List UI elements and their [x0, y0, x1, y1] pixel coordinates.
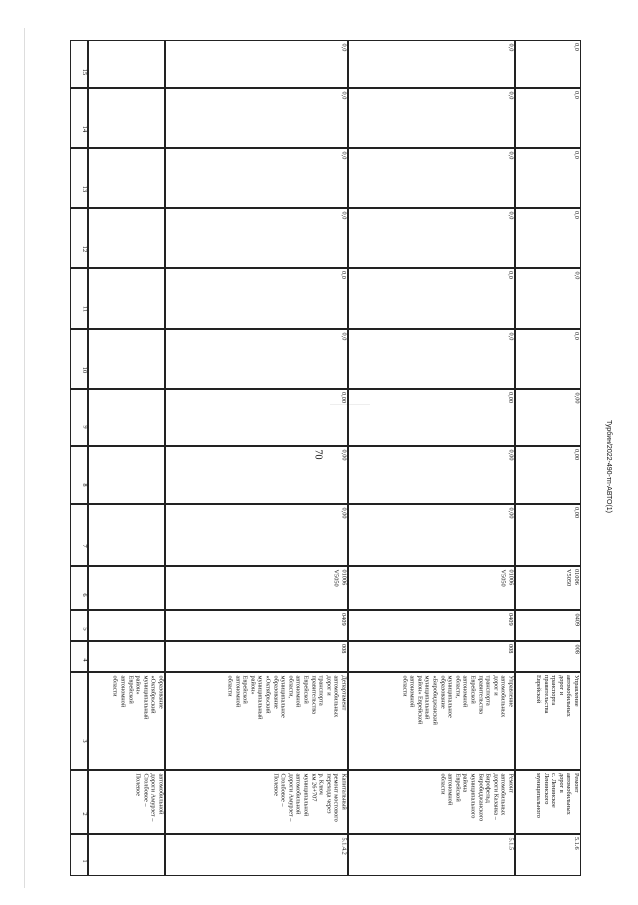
row-5-1-4-2-col-9-text: 0,00 — [340, 392, 347, 404]
row-5-1-6-col-14-text: 0,0 — [573, 91, 580, 99]
header-col-4 — [70, 641, 88, 672]
row-5-1-5-col-2-text: Ремонт автомобильных дороги Казанка – Бирофельд Биробиджанского муниципального района Еврейской автономной области — [438, 773, 514, 821]
row-cont-col-11-text — [88, 269, 165, 330]
row-5-1-5-col-13 — [348, 148, 515, 208]
row-5-1-6-col-14 — [515, 88, 581, 148]
row-5-1-6-col-5-text: 0409 — [573, 613, 580, 626]
row-5-1-5-col-3-text: Управление автомобильных дорог и транспорта правительства Еврейской автономной области, муниципальное образование «Биробиджанский муниципальный район» Еврейской автономной области — [400, 675, 514, 725]
header-col-12-text: 12 — [81, 245, 88, 252]
row-cont-col-9 — [88, 389, 165, 446]
row-5-1-4-2-col-3 — [165, 672, 348, 770]
row-5-1-5-col-1-text: 5.1.5 — [507, 837, 514, 850]
row-5-1-6-col-11 — [515, 268, 581, 329]
row-5-1-4-2-col-13 — [165, 148, 348, 208]
row-5-1-4-2-col-2-text: Капитальный ремонт мостового перехода через р. Ключ км 26+707 муниципальной автомобильной дороги Амурзет – Столбовое – Полевое — [271, 773, 347, 822]
row-5-1-4-2-col-7-text: 0,00 — [340, 507, 347, 519]
row-5-1-5-col-13-text: 0,0 — [507, 151, 514, 159]
row-cont-col-10 — [88, 329, 165, 389]
row-5-1-4-2-col-12 — [165, 208, 348, 268]
header-col-3 — [70, 672, 88, 770]
row-5-1-6-col-7 — [515, 504, 581, 566]
row-5-1-5-col-9 — [348, 389, 515, 446]
header-col-6-text: 6 — [81, 592, 88, 597]
row-5-1-4-2-col-8 — [165, 446, 348, 504]
row-cont-col-12-text — [88, 209, 165, 269]
row-5-1-6-col-1-text: 5.1.6 — [573, 837, 580, 850]
row-5-1-4-2-col-2 — [165, 770, 348, 834]
row-5-1-6-col-4-text: 008 — [573, 644, 580, 654]
row-5-1-5-col-10-text: 0,0 — [507, 332, 514, 340]
row-5-1-6-col-7-text: 0,00 — [573, 507, 580, 519]
row-cont-col-2-text: автомобильной дороги Амурзет – Столбовое – Полевое — [134, 773, 164, 821]
row-5-1-6-col-12 — [515, 208, 581, 268]
row-cont-col-12 — [88, 208, 165, 268]
row-5-1-4-2-col-5-text: 0409 — [340, 613, 347, 626]
row-5-1-4-2-col-6-text: 01006 V5050 — [332, 569, 347, 587]
row-5-1-6-col-2-text: Ремонт автомобильных дорог в с. Ленинское Ленинского муниципального — [535, 773, 580, 818]
row-5-1-6-col-15 — [515, 40, 581, 88]
row-cont-col-13 — [88, 148, 165, 208]
row-5-1-5-col-7-text: 0,00 — [507, 507, 514, 519]
row-cont-col-7-text — [88, 505, 165, 567]
row-5-1-5-col-10 — [348, 329, 515, 389]
row-5-1-4-2-col-10-text: 0,0 — [340, 332, 347, 340]
header-col-2-text: 2 — [81, 811, 88, 816]
row-5-1-5-col-6 — [348, 566, 515, 610]
row-5-1-6-col-6 — [515, 566, 581, 610]
row-cont-col-14 — [88, 88, 165, 148]
row-5-1-4-2-col-15 — [165, 40, 348, 88]
row-5-1-6-col-8 — [515, 446, 581, 504]
row-cont-col-14-text — [88, 89, 165, 149]
header-col-14-text: 14 — [81, 125, 88, 132]
row-5-1-4-2-col-3-text: Департамент автомобильных дорог и транспорта правительства Еврейской автономной области, муниципальное образование «Октябрьский муниципальный район» Еврейской автономной области — [226, 675, 347, 719]
row-5-1-5-col-5-text: 0409 — [507, 613, 514, 626]
row-5-1-4-2-col-13-text: 0,0 — [340, 151, 347, 159]
row-cont-col-3 — [88, 672, 165, 770]
row-5-1-6-col-3-text: Управление автомобильных дорог и транспорта правительства Еврейской — [535, 675, 580, 717]
page-number-text: 70 — [312, 449, 324, 459]
header-col-7-text: 7 — [81, 544, 88, 548]
row-5-1-4-2-col-9 — [165, 389, 348, 446]
row-5-1-6-col-9-text: 0,00 — [573, 392, 580, 404]
row-5-1-6-col-10-text: 0,0 — [573, 332, 580, 340]
row-5-1-6-col-13 — [515, 148, 581, 208]
row-cont-col-15-text — [88, 41, 165, 89]
row-5-1-5-col-3 — [348, 672, 515, 770]
row-5-1-5-col-11-text: 0,0 — [507, 271, 514, 279]
row-5-1-6-col-11-text: 0,0 — [573, 271, 580, 279]
row-5-1-4-2-col-11 — [165, 268, 348, 329]
row-5-1-4-2-col-14 — [165, 88, 348, 148]
row-5-1-5-col-4-text: 008 — [507, 644, 514, 654]
row-5-1-6-col-9 — [515, 389, 581, 446]
row-cont-col-4-text — [88, 642, 165, 673]
row-5-1-6-col-10 — [515, 329, 581, 389]
row-5-1-4-2-col-11-text: 0,0 — [340, 271, 347, 279]
row-cont-col-8 — [88, 446, 165, 504]
row-cont-col-11 — [88, 268, 165, 329]
row-cont-col-5 — [88, 610, 165, 641]
header-col-5-text: 5 — [81, 627, 88, 631]
row-5-1-6-col-5 — [515, 610, 581, 641]
row-5-1-5-col-11 — [348, 268, 515, 329]
header-col-1-text: 1 — [81, 859, 88, 863]
row-5-1-4-2-col-4-text: 008 — [340, 644, 347, 654]
header-col-10-text: 10 — [81, 366, 88, 373]
row-5-1-4-2-col-14-text: 0,0 — [340, 91, 347, 99]
header-col-3-text: 3 — [81, 739, 88, 743]
row-cont-col-15 — [88, 40, 165, 88]
document-code-text: Турбин/2022-490-тп-АВТО(1) — [604, 419, 612, 513]
row-5-1-4-2-col-15-text: 0,0 — [340, 43, 347, 51]
row-5-1-6-col-12-text: 0,0 — [573, 211, 580, 219]
row-5-1-5-col-2 — [348, 770, 515, 834]
header-col-14 — [70, 88, 88, 148]
row-5-1-4-2-col-4 — [165, 641, 348, 672]
row-5-1-6-col-13-text: 0,0 — [573, 151, 580, 159]
row-5-1-5-col-9-text: 0,00 — [507, 392, 514, 404]
row-5-1-5-col-5 — [348, 610, 515, 641]
row-5-1-5-col-1 — [348, 834, 515, 876]
row-5-1-5-col-15-text: 0,0 — [507, 43, 514, 51]
row-cont-col-1 — [88, 834, 165, 876]
row-5-1-5-col-7 — [348, 504, 515, 566]
row-cont-col-6-text — [88, 567, 165, 611]
row-5-1-5-col-14 — [348, 88, 515, 148]
row-cont-col-9-text — [88, 390, 165, 447]
header-col-15 — [70, 40, 88, 88]
row-5-1-4-2-col-8-text: 0,00 — [340, 449, 347, 461]
row-cont-col-8-text — [88, 447, 165, 505]
row-cont-col-1-text — [88, 835, 165, 877]
row-5-1-5-col-6-text: 01006 V5050 — [499, 569, 514, 587]
row-cont-col-7 — [88, 504, 165, 566]
row-5-1-6-col-15-text: 0,0 — [573, 43, 580, 51]
row-cont-col-4 — [88, 641, 165, 672]
row-5-1-6-col-4 — [515, 641, 581, 672]
row-cont-col-5-text — [88, 611, 165, 642]
row-5-1-5-col-12-text: 0,0 — [507, 211, 514, 219]
row-5-1-5-col-15 — [348, 40, 515, 88]
document-code — [596, 56, 620, 876]
row-5-1-5-col-8-text: 0,00 — [507, 449, 514, 461]
row-5-1-4-2-col-7 — [165, 504, 348, 566]
row-cont-col-10-text — [88, 330, 165, 390]
row-5-1-4-2-col-12-text: 0,0 — [340, 211, 347, 219]
row-5-1-4-2-col-5 — [165, 610, 348, 641]
row-5-1-6-col-8-text: 0,00 — [573, 449, 580, 461]
header-col-8-text: 8 — [81, 483, 88, 487]
row-5-1-4-2-col-1 — [165, 834, 348, 876]
row-5-1-6-col-3 — [515, 672, 581, 770]
header-col-4-text: 4 — [81, 658, 88, 662]
row-5-1-4-2-col-6 — [165, 566, 348, 610]
row-5-1-6-col-6-text: 01006 V5050 — [565, 569, 580, 587]
row-cont-col-3-text: образование «Октябрьский муниципальный район» Еврейской автономной области — [111, 675, 164, 719]
header-col-9-text: 9 — [81, 425, 88, 429]
header-col-15-text: 15 — [81, 68, 88, 75]
row-5-1-4-2-col-10 — [165, 329, 348, 389]
row-cont-col-6 — [88, 566, 165, 610]
row-5-1-6-col-2 — [515, 770, 581, 834]
row-5-1-5-col-14-text: 0,0 — [507, 91, 514, 99]
row-5-1-5-col-12 — [348, 208, 515, 268]
row-5-1-6-col-1 — [515, 834, 581, 876]
row-5-1-5-col-8 — [348, 446, 515, 504]
row-cont-col-13-text — [88, 149, 165, 209]
row-5-1-4-2-col-1-text: 5.1.4.2 — [340, 837, 347, 855]
row-5-1-5-col-4 — [348, 641, 515, 672]
header-col-13-text: 13 — [81, 185, 88, 192]
row-cont-col-2 — [88, 770, 165, 834]
header-col-11-text: 11 — [81, 306, 88, 313]
